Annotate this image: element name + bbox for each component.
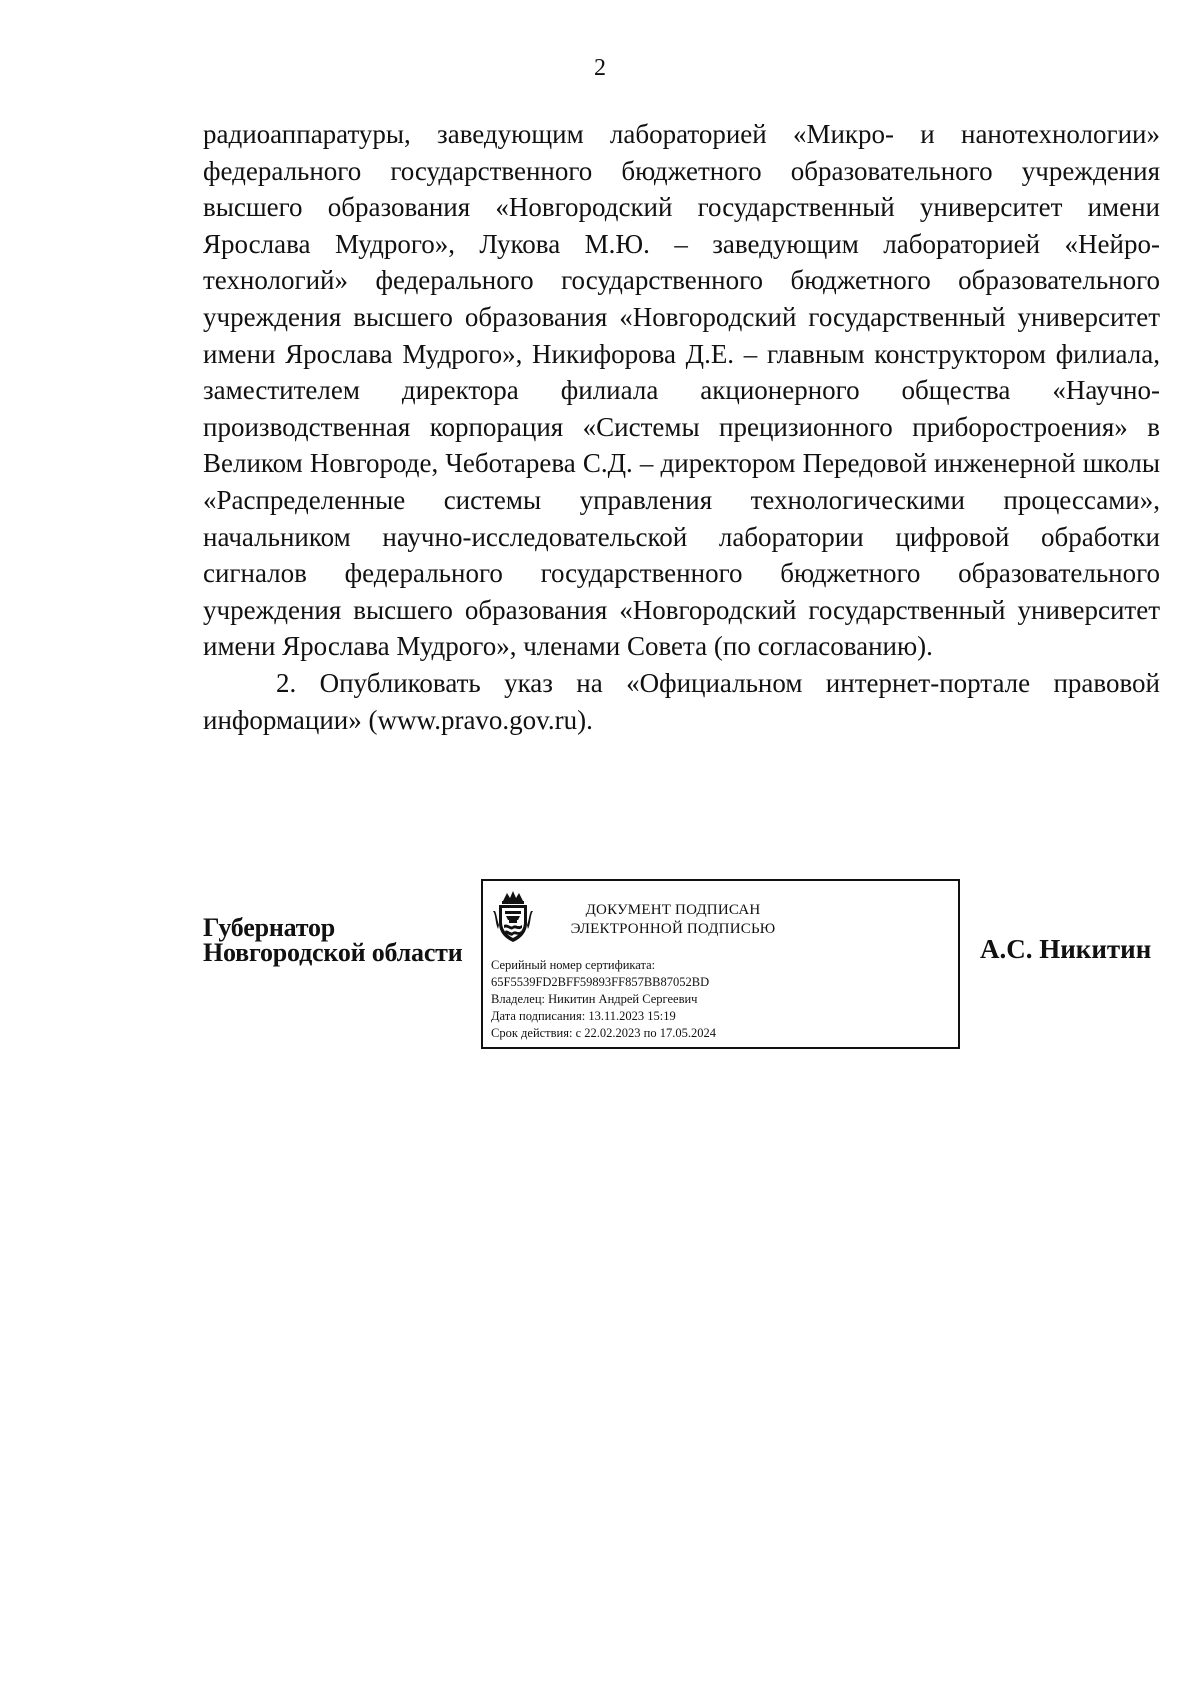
certificate-serial-label: Серийный номер сертификата: (491, 958, 656, 972)
electronic-signature-stamp (481, 879, 960, 1049)
signer-position-line-2: Новгородской области (203, 938, 463, 967)
certificate-validity: Срок действия: с 22.02.2023 по 17.05.2024 (491, 1026, 716, 1040)
stamp-title-line-2: ЭЛЕКТРОННОЙ ПОДПИСЬЮ (570, 921, 776, 937)
signing-date: Дата подписания: 13.11.2023 15:19 (491, 1009, 676, 1023)
document-body (203, 116, 1160, 738)
certificate-owner: Владелец: Никитин Андрей Сергеевич (491, 992, 698, 1006)
body-paragraph-1: радиоаппаратуры, заведующим лабораторией «Микро- и нанотехнологии» федерального государственного бюджетного образовательного учреждения высшего образования «Новгородский государственный университет имени Ярослава Мудрого», Лукова М.Ю. – заведующим лабораторией «Нейротехнологий» федерального государственного бюджетного образовательного учреждения высшего образования «Новгородский государственный университет имени Ярослава Мудрого», Никифорова Д.Е. – главным конструктором филиала, заместителем директора филиала акционерного общества «Научно-производственная корпорация «Системы прецизионного приборостроения» в Великом Новгороде, Чеботарева С.Д. – директором Передовой инженерной школы «Распределенные системы управления технологическими процессами», начальником научно-исследовательской лаборатории цифровой обработки сигналов федерального государственного бюджетного образовательного учреждения высшего образования «Новгородский государственный университет имени Ярослава Мудрого», членами Совета (по согласованию). (203, 119, 1160, 662)
certificate-serial-value: 65F5539FD2BFF59893FF857BB87052BD (491, 975, 710, 989)
stamp-title (553, 901, 793, 939)
stamp-title-line-1: ДОКУМЕНТ ПОДПИСАН (585, 902, 761, 918)
body-paragraph-2: 2. Опубликовать указ на «Официальном интернет-портале правовой информации» (www.pravo.gov.ru). (203, 667, 1160, 735)
stamp-details (491, 957, 716, 1042)
page-number: 2 (594, 55, 606, 81)
coat-of-arms-icon (491, 889, 535, 945)
signer-name: А.С. Никитин (980, 934, 1152, 964)
signer-position (203, 915, 463, 965)
signer-position-line-1: Губернатор (203, 913, 336, 942)
